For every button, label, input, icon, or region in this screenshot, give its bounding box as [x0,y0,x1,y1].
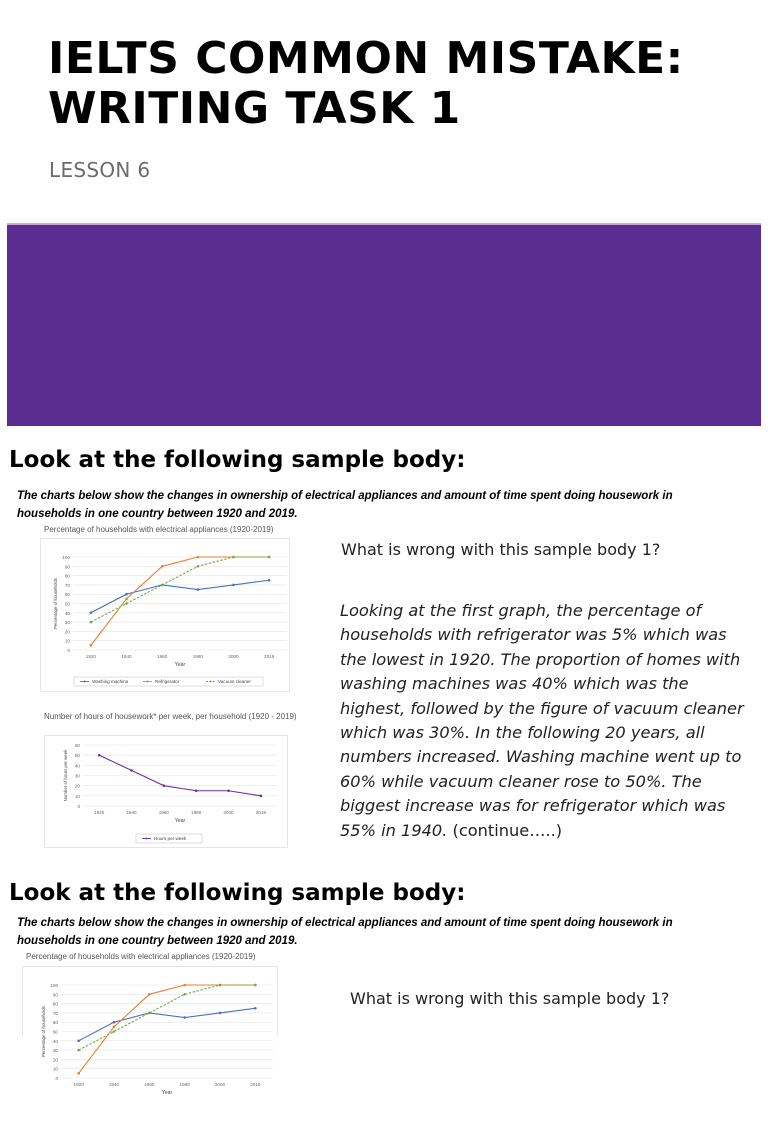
y-tick-label: 20 [52,1057,58,1063]
data-point [227,789,230,792]
data-point [77,1040,80,1043]
appliances-chart-2-svg [23,967,279,1121]
slide-subtitle: LESSON 6 [49,158,151,182]
appliances-chart-2 [22,966,278,1096]
legend-marker [210,681,212,683]
data-point [161,565,164,568]
x-tick-label: 2000 [223,810,234,815]
y-tick-label: 100 [62,555,70,560]
data-point [77,1049,80,1052]
data-point [183,1016,186,1019]
y-tick-label: 10 [74,793,80,799]
task-prompt [17,487,717,523]
task-prompt-2-line2: households in one country between 1920 and 2019. [17,935,298,947]
slide-title [48,34,684,134]
housework-chart [44,735,288,848]
chart2-title: Number of hours of housework* per week, per household (1920 - 2019) [44,712,297,721]
data-point [183,984,186,987]
y-tick-label: 80 [52,1001,58,1007]
data-point [254,984,257,987]
y-tick-label: 70 [52,1010,58,1016]
y-tick-label: 0 [67,648,70,653]
task-prompt-line1: The charts below show the changes in ownership of electrical appliances and amount of time spent doing housework in [17,490,673,502]
x-tick-label: 1940 [121,654,132,659]
data-point [163,784,166,787]
y-tick-label: 80 [64,573,70,579]
y-tick-label: 50 [74,753,80,759]
purple-banner [7,223,761,426]
y-tick-label: 90 [52,992,58,998]
y-tick-label: 30 [64,620,70,626]
housework-chart-svg [45,736,289,849]
x-axis-label: Year [161,1090,173,1096]
y-tick-label: 30 [74,773,80,779]
x-tick-label: 1940 [108,1082,120,1087]
slide-title-line2: WRITING TASK 1 [48,83,461,134]
task-prompt-2 [17,914,717,950]
y-tick-label: 0 [55,1076,58,1081]
y-tick-label: 20 [74,783,80,789]
legend-marker [146,838,148,840]
x-tick-label: 1920 [73,1082,84,1087]
section-heading: Look at the following sample body: [9,447,466,473]
series-line [79,985,256,1073]
data-point [77,1072,80,1075]
data-point [268,579,271,582]
sample-answer [340,599,752,843]
x-tick-label: 2019 [250,1082,261,1087]
continue-label: (continue…..) [452,820,563,840]
section-heading-2: Look at the following sample body: [9,880,466,906]
y-axis-label: Percentage of households [41,1005,46,1058]
legend-marker [84,681,86,683]
y-tick-label: 60 [74,743,80,748]
legend-label: Refrigerator [155,679,180,685]
y-tick-label: 10 [52,1066,58,1072]
data-point [90,644,93,647]
appliances-chart-svg [41,539,291,693]
data-point [161,584,164,587]
data-point [98,754,101,757]
data-point [219,1012,222,1015]
x-tick-label: 1960 [158,810,169,815]
data-point [130,769,133,772]
task-prompt-2-line1: The charts below show the changes in ownership of electrical appliances and amount of time spent doing housework in [17,917,673,929]
series-line [79,985,256,1050]
data-point [254,1007,257,1010]
chart1-title: Percentage of households with electrical appliances (1920-2019) [44,525,274,534]
y-tick-label: 100 [50,983,58,988]
sample-answer-body: Looking at the first graph, the percentage of households with refrigerator was 5% which was the lowest in 1920. The proportion of homes with washing machines was 40% which was the highest, followed by the figure of vacuum cleaner which was 30%. In the following 20 years, all numbers increased. Washing machine went up to 60% while vacuum cleaner rose to 50%. The biggest increase was for refrigerator which was 55% in 1940. [340,601,744,840]
legend-label: Hours per week [154,836,187,842]
y-tick-label: 40 [64,610,70,616]
x-tick-label: 2000 [228,654,239,659]
y-axis-label: Percentage of households [53,577,58,630]
data-point [183,993,186,996]
y-tick-label: 70 [64,582,70,588]
data-point [148,1012,151,1015]
question-text-2: What is wrong with this sample body 1? [350,989,670,1008]
series-line [91,557,269,645]
data-point [197,556,200,559]
legend-label: Washing machine [92,679,129,685]
data-point [195,789,198,792]
y-tick-label: 30 [52,1048,58,1054]
chart3-title: Percentage of households with electrical appliances (1920-2019) [26,952,256,961]
data-point [125,593,128,596]
x-tick-label: 1920 [85,654,96,659]
x-tick-label: 1980 [191,810,202,815]
y-tick-label: 40 [74,763,80,769]
x-tick-label: 1920 [94,810,105,815]
x-tick-label: 1940 [126,810,137,815]
x-tick-label: 2019 [255,810,266,815]
legend-label: Vacuum cleaner [218,679,251,685]
task-prompt-line2: households in one country between 1920 and 2019. [17,508,298,520]
x-tick-label: 1960 [157,654,168,659]
y-tick-label: 0 [77,804,80,809]
data-point [232,584,235,587]
question-text: What is wrong with this sample body 1? [341,540,661,559]
data-point [197,588,200,591]
data-point [232,556,235,559]
y-tick-label: 90 [64,564,70,570]
x-tick-label: 1980 [192,654,203,659]
legend-marker [147,681,149,683]
data-point [125,598,128,601]
x-axis-label: Year [174,662,186,668]
y-tick-label: 10 [64,638,70,644]
appliances-chart [40,538,290,692]
y-tick-label: 50 [64,601,70,607]
x-tick-label: 2000 [214,1082,226,1087]
data-point [125,602,128,605]
data-point [113,1030,116,1033]
y-tick-label: 60 [52,1020,58,1026]
data-point [113,1026,116,1029]
slide-title-line1: IELTS COMMON MISTAKE: [48,33,684,84]
x-tick-label: 1980 [179,1082,190,1087]
x-tick-label: 2019 [264,654,275,659]
y-tick-label: 60 [64,592,70,598]
x-axis-label: Year [174,818,186,824]
data-point [197,565,200,568]
y-tick-label: 40 [52,1038,58,1044]
series-line [91,557,269,622]
y-tick-label: 50 [52,1029,58,1035]
data-point [148,993,151,996]
y-tick-label: 20 [64,629,70,635]
data-point [90,612,93,615]
data-point [90,621,93,624]
x-tick-label: 1960 [144,1082,155,1087]
data-point [113,1021,116,1024]
data-point [268,556,271,559]
data-point [260,795,263,798]
y-axis-label: Number of hours per week [63,749,68,802]
data-point [219,984,222,987]
